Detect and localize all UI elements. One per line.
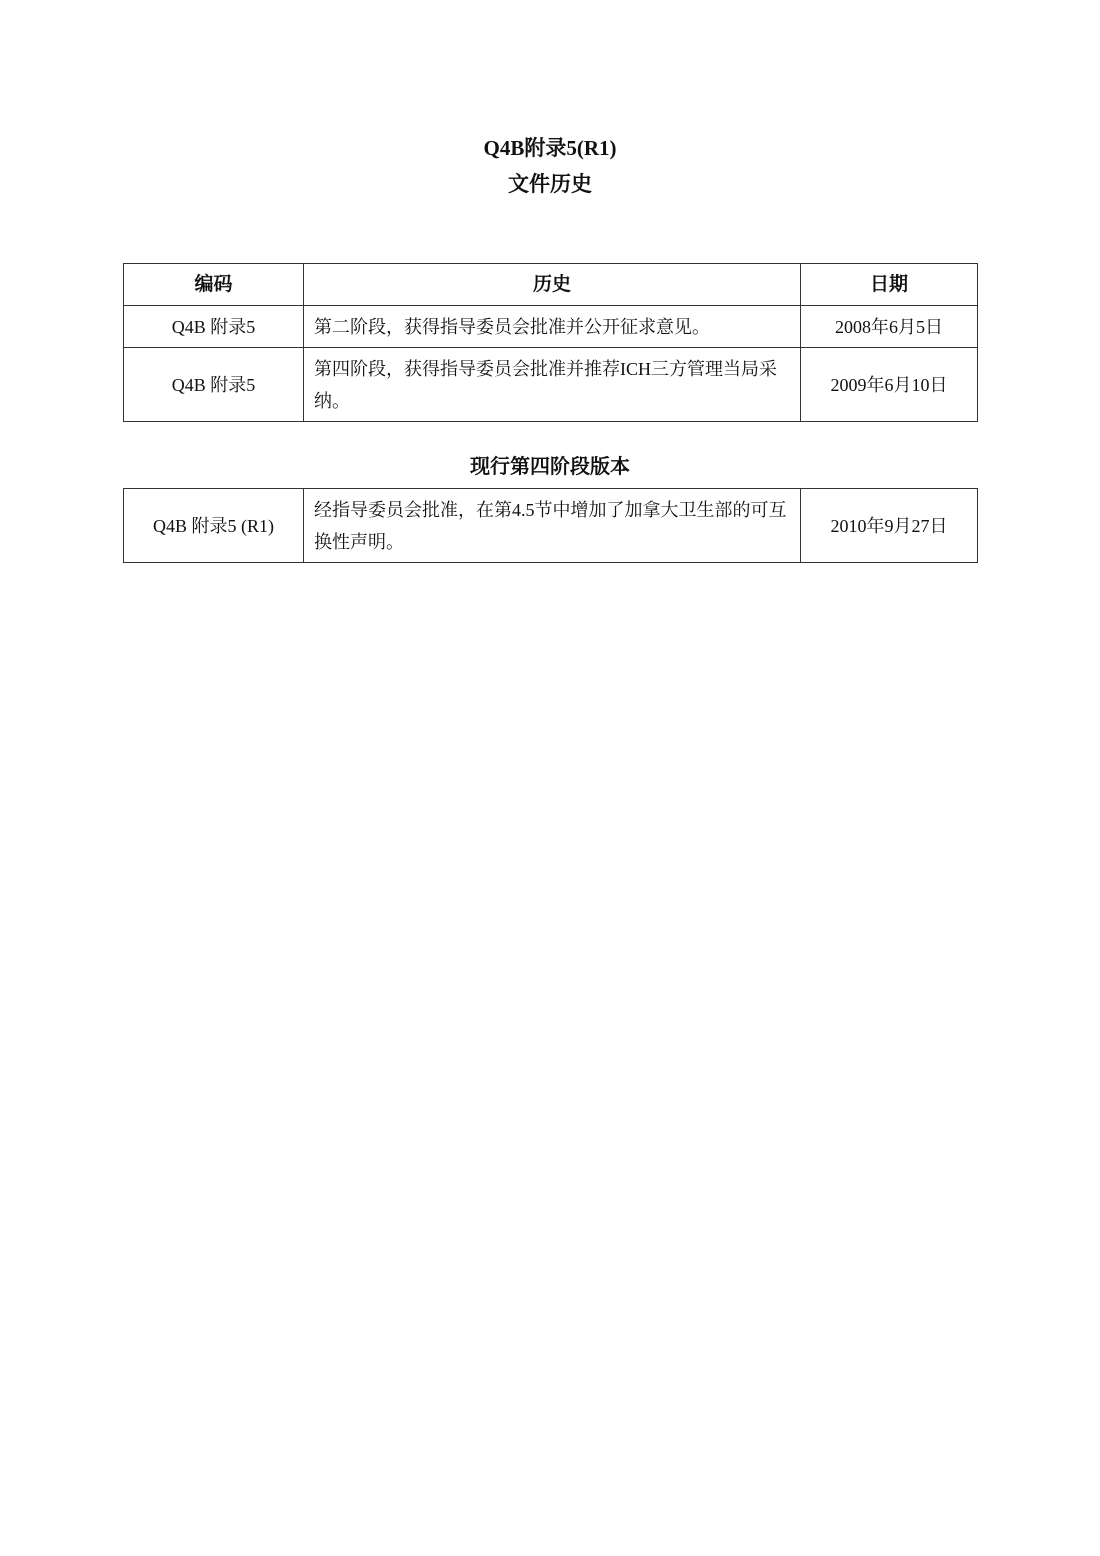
current-version-table (123, 488, 978, 563)
current-version-heading: 现行第四阶段版本 (470, 456, 630, 478)
table-row (124, 348, 978, 422)
row-date: 2008年6月5日 (801, 306, 978, 348)
row-code: Q4B 附录5 (124, 306, 304, 348)
table-row (124, 489, 978, 563)
document-subtitle: 文件历史 (508, 172, 592, 196)
table-row (124, 306, 978, 348)
table-header-row (124, 264, 978, 306)
document-title: Q4B附录5(R1) (483, 136, 617, 160)
header-history: 历史 (304, 264, 801, 306)
row-history: 经指导委员会批准，在第4.5节中增加了加拿大卫生部的可互换性声明。 (304, 489, 801, 563)
row-code: Q4B 附录5 (R1) (124, 489, 304, 563)
row-code: Q4B 附录5 (124, 348, 304, 422)
row-history: 第四阶段，获得指导委员会批准并推荐ICH三方管理当局采纳。 (304, 348, 801, 422)
header-code: 编码 (124, 264, 304, 306)
row-date: 2009年6月10日 (801, 348, 978, 422)
history-table (123, 263, 978, 422)
row-history: 第二阶段，获得指导委员会批准并公开征求意见。 (304, 306, 801, 348)
row-date: 2010年9月27日 (801, 489, 978, 563)
header-date: 日期 (801, 264, 978, 306)
